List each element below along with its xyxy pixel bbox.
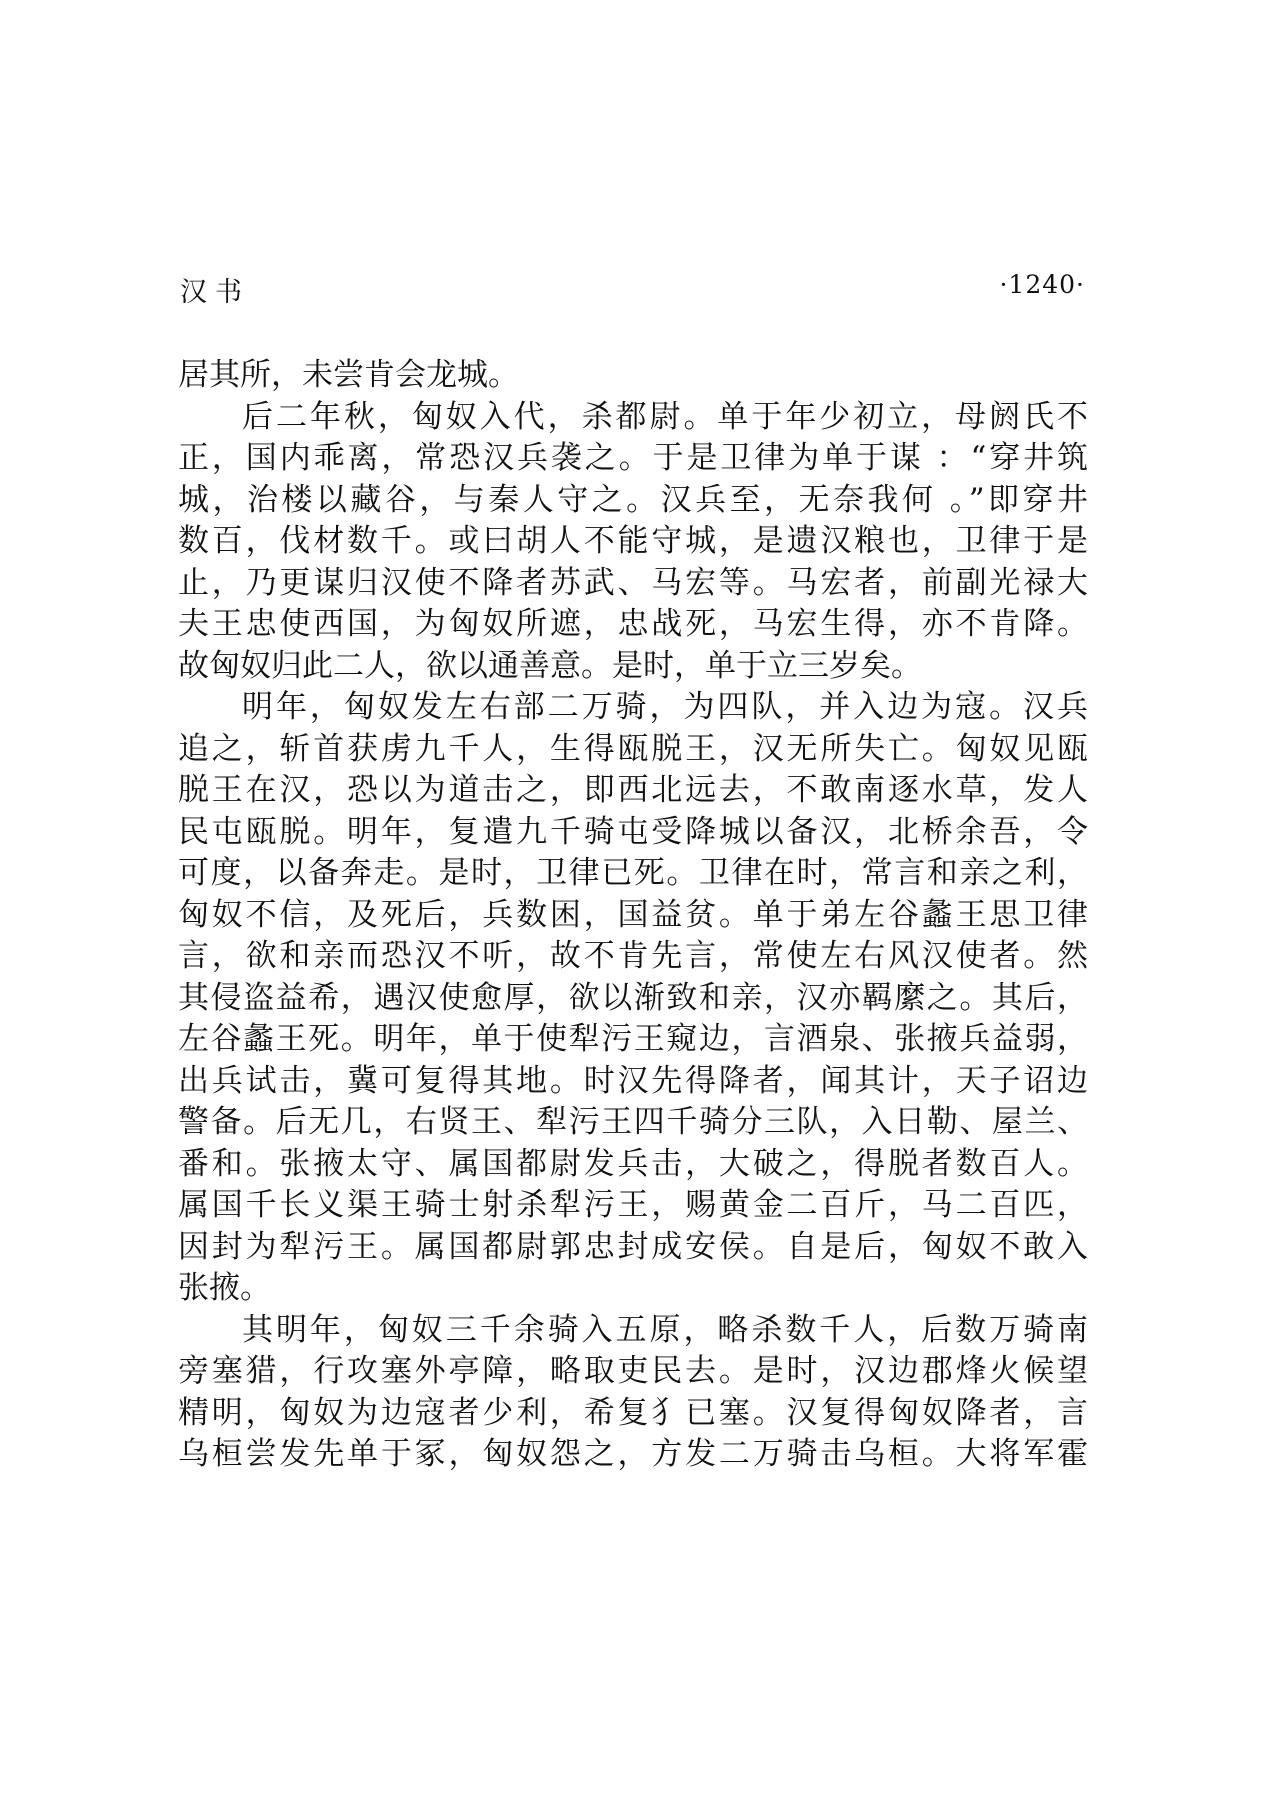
text-line: 左谷蠡王死。明年，单于使犁污王窥边，言酒泉、张掖兵益弱， <box>178 1021 1088 1057</box>
text-line: 故匈奴归此二人，欲以通善意。是时，单于立三岁矣。 <box>178 647 922 684</box>
text-line: 民屯瓯脱。明年，复遣九千骑屯受降城以备汉，北桥余吾，令 <box>178 813 1088 850</box>
text-line: 出兵试击，冀可复得其地。时汉先得降者，闻其计，天子诏边 <box>178 1062 1088 1099</box>
book-title: 汉书 <box>180 277 250 308</box>
text-line: 言，欲和亲而恐汉不听，故不肯先言，常使左右风汉使者。然 <box>178 938 1088 974</box>
text-line: 追之，斩首获虏九千人，生得瓯脱王，汉无所失亡。匈奴见瓯 <box>178 730 1088 767</box>
text-line: 明年，匈奴发左右部二万骑，为四队，并入边为寇。汉兵 <box>242 689 1088 725</box>
text-line: 城，治楼以藏谷，与秦人守之。汉兵至，无奈我何 。”即穿井 <box>178 481 1088 518</box>
body-text <box>178 355 1088 1476</box>
text-line: 因封为犁污王。属国都尉郭忠封成安侯。自是后，匈奴不敢入 <box>178 1228 1088 1265</box>
text-line: 可度，以备奔走。是时，卫律已死。卫律在时，常言和亲之利， <box>178 855 1088 891</box>
text-line: 匈奴不信，及死后，兵数困，国益贫。单于弟左谷蠡王思卫律 <box>178 896 1088 933</box>
text-line: 番和。张掖太守、属国都尉发兵击，大破之，得脱者数百人。 <box>178 1145 1088 1182</box>
text-line: 乌桓尝发先单于冢，匈奴怨之，方发二万骑击乌桓。大将军霍 <box>178 1436 1088 1472</box>
text-line: 脱王在汉，恐以为道击之，即西北远去，不敢南逐水草，发人 <box>178 772 1088 808</box>
text-line: 精明，匈奴为边寇者少利，希复犭已塞。汉复得匈奴降者，言 <box>178 1394 1088 1431</box>
text-line: 其明年，匈奴三千余骑入五原，略杀数千人，后数万骑南 <box>242 1311 1088 1348</box>
text-line: 其侵盗益希，遇汉使愈厚，欲以渐致和亲，汉亦羁縻之。其后， <box>178 979 1088 1016</box>
text-line: 张掖。 <box>178 1270 271 1306</box>
text-line: 旁塞猎，行攻塞外亭障，略取吏民去。是时，汉边郡烽火候望 <box>178 1353 1088 1389</box>
text-line: 后二年秋，匈奴入代，杀都尉。单于年少初立，母阏氏不 <box>242 398 1088 435</box>
text-line: 夫王忠使西国，为匈奴所遮，忠战死，马宏生得，亦不肯降。 <box>178 606 1088 642</box>
text-line: 正，国内乖离，常恐汉兵袭之。于是卫律为单于谋 ：“穿井筑 <box>178 440 1088 476</box>
text-line: 数百，伐材数千。或曰胡人不能守城，是遗汉粮也，卫律于是 <box>178 523 1088 559</box>
text-line: 居其所，未尝肯会龙城。 <box>178 357 519 393</box>
text-line: 止，乃更谋归汉使不降者苏武、马宏等。马宏者，前副光禄大 <box>178 564 1088 601</box>
text-line: 警备。后无几，右贤王、犁污王四千骑分三队，入日勒、屋兰、 <box>178 1104 1088 1140</box>
page-header <box>180 270 1085 310</box>
text-line: 属国千长义渠王骑士射杀犁污王，赐黄金二百斤，马二百匹， <box>178 1187 1088 1223</box>
page-number: ·1240· <box>999 270 1085 299</box>
